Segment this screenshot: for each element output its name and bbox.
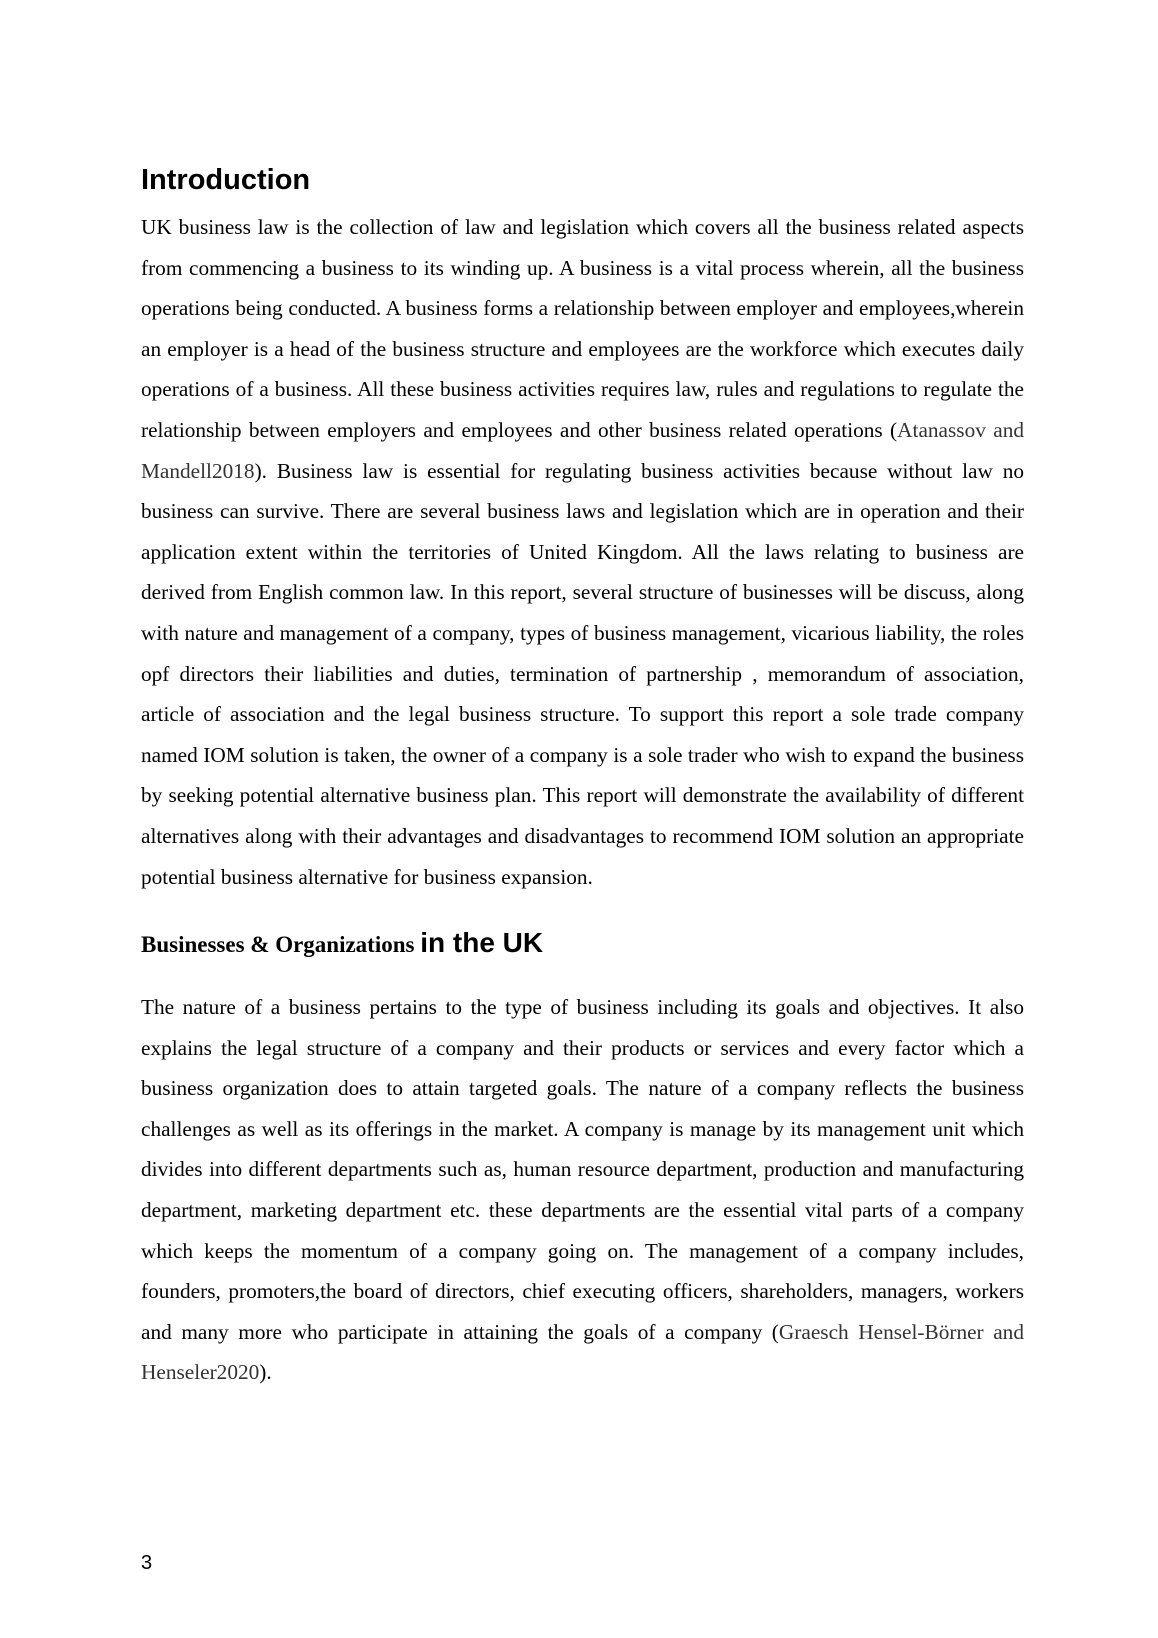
page-number: 3 [141, 1552, 153, 1574]
heading-part: Businesses & Organizations [141, 932, 421, 958]
citation: Graesch Hensel-Börner and Henseler2020 [141, 1319, 1024, 1385]
introduction-paragraph [141, 207, 1024, 897]
citation: Atanassov and Mandell2018 [141, 417, 1024, 483]
paragraph-text: ). [259, 1360, 272, 1385]
page-content [141, 162, 1024, 1393]
businesses-paragraph [141, 987, 1024, 1393]
section-heading-businesses-organizations [141, 923, 1024, 965]
section-heading-introduction: Introduction [141, 164, 311, 196]
heading-part: in the UK [420, 927, 544, 959]
paragraph-text: ). Business law is essential for regulating business activities because without law no business can survive. There are several business laws and legislation which are in operation and their application extent within the territories of United Kingdom. All the laws relating to business are derived from English common law. In this report, several structure of businesses will be discuss, along with nature and management of a company, types of business management, vicarious liability, the roles opf directors their liabilities and duties, termination of partnership , memorandum of association, article of association and the legal business structure. To support this report a sole trade company named IOM solution is taken, the owner of a company is a sole trader who wish to expand the business by seeking potential alternative business plan. This report will demonstrate the availability of different alternatives along with their advantages and disadvantages to recommend IOM solution an appropriate potential business alternative for business expansion. [141, 458, 1024, 889]
paragraph-text: UK business law is the collection of law and legislation which covers all the business related aspects from commencing a business to its winding up. A business is a vital process wherein, all the business operations being conducted. A business forms a relationship between employer and employees,wherein an employer is a head of the business structure and employees are the workforce which executes daily operations of a business. All these business activities requires law, rules and regulations to regulate the relationship between employers and employees and other business related operations ( [141, 215, 1024, 442]
paragraph-text: The nature of a business pertains to the type of business including its goals and objectives. It also explains the legal structure of a company and their products or services and every factor which a business organization does to attain targeted goals. The nature of a company reflects the business challenges as well as its offerings in the market. A company is manage by its management unit which divides into different departments such as, human resource department, production and manufacturing department, marketing department etc. these departments are the essential vital parts of a company which keeps the momentum of a company going on. The management of a company includes, founders, promoters,the board of directors, chief executing officers, shareholders, managers, workers and many more who participate in attaining the goals of a company ( [141, 995, 1024, 1344]
